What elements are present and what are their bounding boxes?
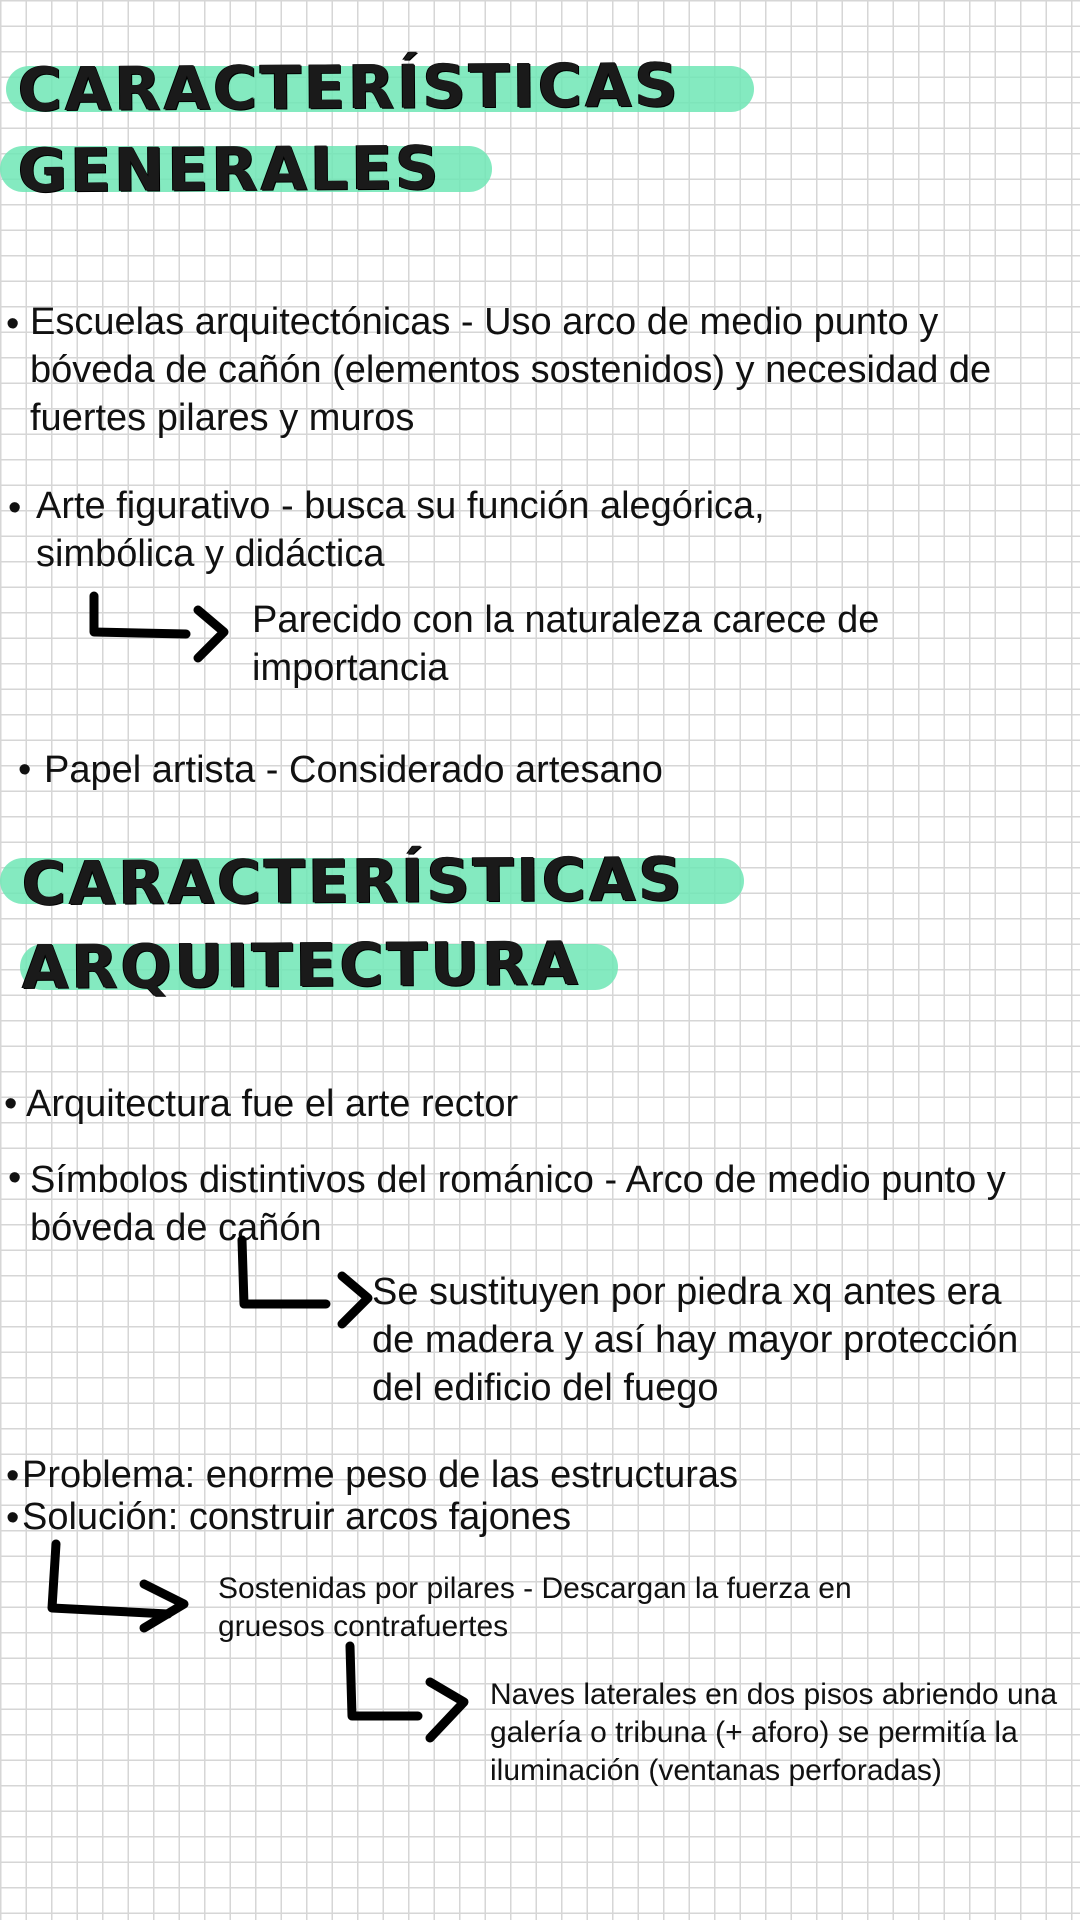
- note-text: Arquitectura fue el arte rector: [26, 1083, 519, 1125]
- note-text: Escuelas arquitectónicas - Uso arco de medio punto y bóveda de cañón (elementos sostenidos) y necesidad de fuertes pilares y muros: [30, 301, 992, 439]
- note-subtext: Parecido con la naturaleza carece de importancia: [252, 599, 880, 689]
- note-subtext: Naves laterales en dos pisos abriendo una galería o tribuna (+ aforo) se permitía la iluminación (ventanas perforadas): [490, 1678, 1058, 1787]
- note-text: Problema: enorme peso de las estructuras: [22, 1454, 739, 1496]
- arrow-icon: [46, 1540, 206, 1640]
- arrow-icon: [346, 1642, 486, 1742]
- note-subtext: Sostenidas por pilares - Descargan la fuerza en gruesos contrafuertes: [218, 1572, 852, 1643]
- section-heading-line1: CARACTERÍSTICAS: [17, 50, 681, 126]
- note-subtext: Se sustituyen por piedra xq antes era de madera y así hay mayor protección del edificio del fuego: [372, 1271, 1019, 1409]
- bullet: •: [8, 487, 22, 529]
- note-text: Papel artista - Considerado artesano: [44, 749, 663, 791]
- section-heading-line2: ARQUITECTURA: [21, 929, 582, 1003]
- bullet: •: [6, 1497, 20, 1539]
- note-text: Arte figurativo - busca su función alegórica, simbólica y didáctica: [36, 485, 765, 575]
- arrow-icon: [86, 592, 226, 672]
- section-heading-line2: GENERALES: [17, 133, 442, 207]
- note-text: Símbolos distintivos del románico - Arco de medio punto y bóveda de cañón: [30, 1159, 1006, 1249]
- arrow-icon: [238, 1236, 378, 1316]
- bullet: •: [4, 1083, 18, 1125]
- section-heading-line1: CARACTERÍSTICAS: [21, 844, 685, 920]
- note-text: Solución: construir arcos fajones: [22, 1496, 572, 1538]
- bullet: •: [8, 1157, 22, 1199]
- bullet: •: [6, 303, 20, 345]
- bullet: •: [18, 749, 32, 791]
- bullet: •: [6, 1455, 20, 1497]
